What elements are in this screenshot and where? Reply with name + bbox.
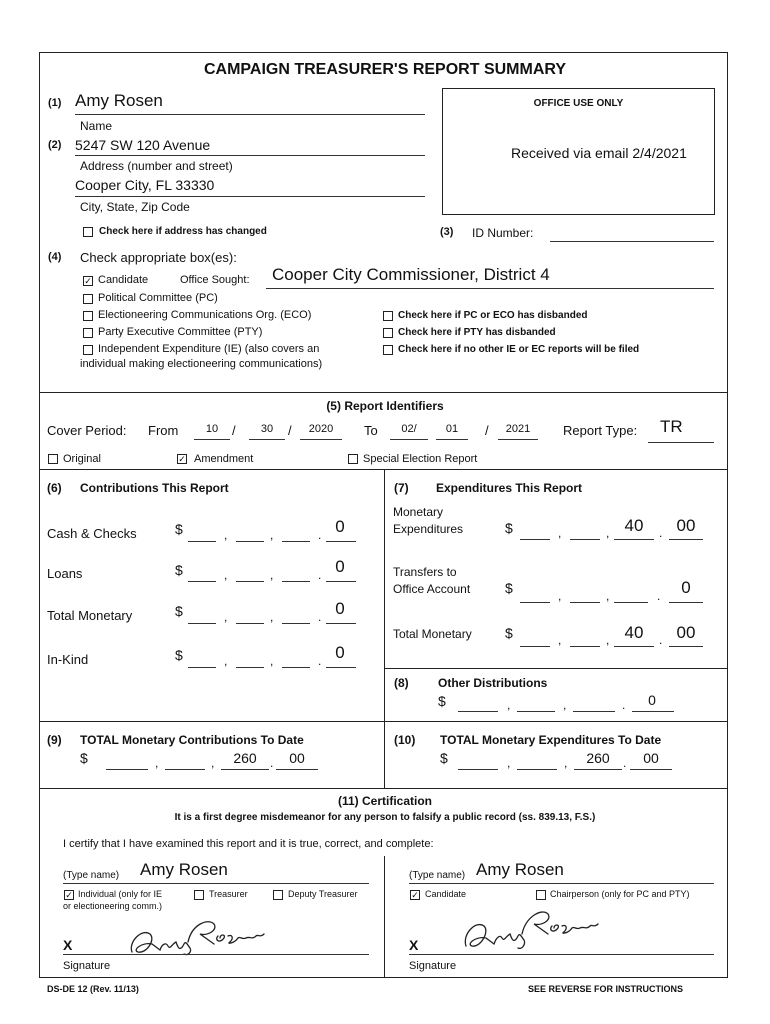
from-label: From bbox=[148, 423, 179, 438]
total-exp-field-1 bbox=[520, 646, 550, 647]
divider-signatures bbox=[384, 856, 385, 978]
to-slash: / bbox=[485, 423, 489, 438]
in-kind-label: In-Kind bbox=[47, 652, 89, 667]
total-expenditures-cents[interactable]: 00 bbox=[643, 750, 659, 766]
total-expend-comma-2: , bbox=[564, 756, 568, 770]
cash-field-2 bbox=[236, 541, 264, 542]
certification-warning: It is a first degree misdemeanor for any person to falsify a public record (ss. 839.13, F.S.) bbox=[174, 812, 596, 823]
other-dist-period: . bbox=[622, 698, 626, 712]
treasurer-checkbox[interactable] bbox=[194, 890, 204, 900]
address-changed-checkbox[interactable] bbox=[83, 227, 93, 237]
monetary-exp-field-1 bbox=[520, 539, 550, 540]
address-label: Address (number and street) bbox=[80, 159, 233, 173]
treasurer-label: Treasurer bbox=[209, 889, 248, 899]
original-checkbox[interactable] bbox=[48, 454, 58, 464]
deputy-treasurer-label: Deputy Treasurer bbox=[288, 889, 358, 899]
divider-section5 bbox=[39, 392, 728, 393]
from-year-underline bbox=[300, 439, 342, 440]
total-contrib-comma-2: , bbox=[211, 756, 215, 770]
total-exp-cents-field bbox=[669, 646, 703, 647]
to-month[interactable]: 02/ bbox=[401, 423, 417, 435]
ie-checkbox[interactable] bbox=[83, 345, 93, 355]
total-monetary-value[interactable]: 0 bbox=[335, 599, 345, 618]
name-value[interactable]: Amy Rosen bbox=[75, 91, 163, 110]
total-exp-comma-2: , bbox=[606, 633, 610, 647]
city-value[interactable]: Cooper City, FL 33330 bbox=[75, 177, 215, 193]
total-exp-dollars[interactable]: 40 bbox=[624, 623, 644, 642]
total-cents-field bbox=[326, 623, 356, 624]
total-contrib-cents-field bbox=[276, 769, 318, 770]
total-field-3 bbox=[282, 623, 310, 624]
other-dist-field-2 bbox=[517, 711, 555, 712]
transfers-field-3 bbox=[614, 602, 648, 603]
monetary-exp-label-1: Monetary bbox=[393, 505, 444, 519]
address-changed-label: Check here if address has changed bbox=[99, 226, 267, 237]
from-slash-2: / bbox=[288, 423, 292, 438]
certification-title: (11) Certification bbox=[337, 794, 433, 808]
address-value[interactable]: 5247 SW 120 Avenue bbox=[75, 137, 211, 153]
cash-field-3 bbox=[282, 541, 310, 542]
amendment-checkbox[interactable]: ✓ bbox=[178, 454, 186, 464]
inkind-period: . bbox=[318, 654, 322, 668]
in-kind-value[interactable]: 0 bbox=[335, 643, 345, 662]
total-exp-cents[interactable]: 00 bbox=[676, 623, 696, 642]
ie-label-line1: Independent Expenditure (IE) (also covers an bbox=[98, 343, 320, 355]
cash-period: . bbox=[318, 528, 322, 542]
other-dist-dollar: $ bbox=[438, 693, 446, 709]
office-use-note: Received via email 2/4/2021 bbox=[511, 145, 687, 161]
candidate-label: Candidate bbox=[98, 274, 149, 286]
total-contributions-title: TOTAL Monetary Contributions To Date bbox=[80, 733, 304, 747]
total-monetary-label: Total Monetary bbox=[47, 608, 133, 623]
report-identifiers-title: (5) Report Identifiers bbox=[326, 399, 444, 413]
section-6-number: (6) bbox=[47, 481, 62, 495]
loans-value[interactable]: 0 bbox=[335, 557, 345, 576]
total-exp-comma-1: , bbox=[558, 633, 562, 647]
name-label: Name bbox=[80, 119, 113, 133]
loans-dollar: $ bbox=[175, 562, 183, 578]
divider-section11 bbox=[39, 788, 728, 789]
monetary-exp-dollar: $ bbox=[505, 520, 513, 536]
inkind-cents-field bbox=[326, 667, 356, 668]
section-8-number: (8) bbox=[394, 676, 409, 690]
to-day-underline bbox=[436, 439, 468, 440]
other-dist-comma-1: , bbox=[507, 698, 511, 712]
loans-field-2 bbox=[236, 581, 264, 582]
other-distributions-title: Other Distributions bbox=[438, 676, 548, 690]
report-type-value[interactable]: TR bbox=[660, 417, 683, 436]
cash-dollar: $ bbox=[175, 521, 183, 537]
special-election-label: Special Election Report bbox=[363, 453, 478, 465]
pty-disbanded-checkbox[interactable] bbox=[383, 328, 393, 338]
right-name-underline bbox=[409, 883, 714, 884]
divider-section8 bbox=[384, 668, 728, 669]
to-month-underline bbox=[390, 439, 428, 440]
total-expend-period: . bbox=[623, 756, 627, 770]
total-expenditures-dollars[interactable]: 260 bbox=[586, 750, 610, 766]
total-contrib-period: . bbox=[270, 756, 274, 770]
total-expend-field-3 bbox=[574, 769, 622, 770]
total-field-1 bbox=[188, 623, 216, 624]
eco-label: Electioneering Communications Org. (ECO) bbox=[98, 309, 312, 321]
pty-checkbox[interactable] bbox=[83, 328, 93, 338]
pc-label: Political Committee (PC) bbox=[98, 292, 218, 304]
total-period: . bbox=[318, 610, 322, 624]
total-comma-1: , bbox=[224, 610, 228, 624]
from-month[interactable]: 10 bbox=[205, 423, 219, 435]
from-day-underline bbox=[249, 439, 285, 440]
other-dist-field-3 bbox=[573, 711, 615, 712]
right-typed-name[interactable]: Amy Rosen bbox=[476, 860, 564, 879]
transfers-label-2: Office Account bbox=[393, 582, 471, 596]
cash-comma-1: , bbox=[224, 528, 228, 542]
inkind-comma-1: , bbox=[224, 654, 228, 668]
right-signature-line bbox=[409, 954, 714, 955]
cash-comma-2: , bbox=[270, 528, 274, 542]
total-expend-dollar: $ bbox=[440, 750, 448, 766]
other-distributions-value[interactable]: 0 bbox=[648, 692, 656, 708]
pty-disbanded-label: Check here if PTY has disbanded bbox=[398, 327, 556, 338]
to-label: To bbox=[364, 423, 378, 438]
monetary-exp-field-2 bbox=[570, 539, 600, 540]
other-dist-field-1 bbox=[458, 711, 498, 712]
city-underline bbox=[75, 196, 425, 197]
no-other-reports-checkbox[interactable] bbox=[383, 345, 393, 355]
left-typed-name[interactable]: Amy Rosen bbox=[140, 860, 228, 879]
transfers-dollar: $ bbox=[505, 580, 513, 596]
address-underline bbox=[75, 155, 425, 156]
total-contrib-field-1 bbox=[106, 769, 148, 770]
name-underline bbox=[75, 114, 425, 115]
to-year-underline bbox=[498, 439, 538, 440]
ie-label-line2: individual making electioneering communications) bbox=[80, 358, 323, 370]
candidate-checkbox[interactable]: ✓ bbox=[84, 276, 92, 286]
individual-checkbox[interactable]: ✓ bbox=[65, 890, 73, 900]
to-day[interactable]: 01 bbox=[445, 423, 459, 435]
total-exp-field-3 bbox=[614, 646, 654, 647]
section-2-number: (2) bbox=[48, 139, 62, 151]
individual-label-line2: or electioneering comm.) bbox=[63, 901, 163, 911]
eco-checkbox[interactable] bbox=[83, 311, 93, 321]
total-expenditures-label: Total Monetary bbox=[393, 627, 472, 641]
other-dist-comma-2: , bbox=[563, 698, 567, 712]
transfers-field-2 bbox=[570, 602, 600, 603]
transfers-label-1: Transfers to bbox=[393, 565, 457, 579]
inkind-comma-2: , bbox=[270, 654, 274, 668]
original-label: Original bbox=[63, 453, 101, 465]
right-x-mark: X bbox=[409, 937, 419, 953]
from-year[interactable]: 2020 bbox=[308, 423, 334, 435]
right-type-name-label: (Type name) bbox=[409, 870, 466, 881]
from-slash-1: / bbox=[232, 423, 236, 438]
transfers-period: . bbox=[657, 589, 661, 603]
section-10-number: (10) bbox=[394, 733, 416, 747]
total-expend-comma-1: , bbox=[507, 756, 511, 770]
amendment-label: Amendment bbox=[194, 453, 254, 465]
left-signature-label: Signature bbox=[63, 960, 111, 972]
transfers-comma-2: , bbox=[606, 589, 610, 603]
no-other-reports-label: Check here if no other IE or EC reports will be filed bbox=[398, 344, 640, 355]
individual-label-line1: Individual (only for IE bbox=[78, 889, 163, 899]
id-number-label: ID Number: bbox=[472, 226, 534, 240]
pty-label: Party Executive Committee (PTY) bbox=[98, 326, 263, 338]
left-x-mark: X bbox=[63, 937, 73, 953]
monetary-exp-dollars[interactable]: 40 bbox=[624, 516, 644, 535]
candidate-sign-label: Candidate bbox=[425, 889, 467, 899]
deputy-treasurer-checkbox[interactable] bbox=[273, 890, 283, 900]
total-comma-2: , bbox=[270, 610, 274, 624]
left-name-underline bbox=[63, 883, 369, 884]
inkind-field-2 bbox=[236, 667, 264, 668]
section-1-number: (1) bbox=[48, 97, 62, 109]
left-type-name-label: (Type name) bbox=[63, 870, 120, 881]
transfers-value[interactable]: 0 bbox=[681, 578, 691, 597]
total-dollar: $ bbox=[175, 603, 183, 619]
section-9-number: (9) bbox=[47, 733, 62, 747]
city-label: City, State, Zip Code bbox=[80, 200, 190, 214]
total-expend-cents-field bbox=[630, 769, 672, 770]
cash-field-1 bbox=[188, 541, 216, 542]
divider-middle-totals bbox=[384, 721, 385, 788]
expenditures-title: Expenditures This Report bbox=[436, 481, 583, 495]
pc-eco-disbanded-label: Check here if PC or ECO has disbanded bbox=[398, 310, 588, 321]
total-expenditures-title: TOTAL Monetary Expenditures To Date bbox=[440, 733, 662, 747]
loans-comma-2: , bbox=[270, 568, 274, 582]
monetary-exp-field-3 bbox=[614, 539, 654, 540]
form-number: DS-DE 12 (Rev. 11/13) bbox=[47, 984, 139, 994]
loans-cents-field bbox=[326, 581, 356, 582]
right-signature-image bbox=[456, 904, 606, 952]
section-4-number: (4) bbox=[48, 251, 62, 263]
office-sought-underline bbox=[266, 288, 714, 289]
id-number-underline bbox=[550, 241, 714, 242]
total-expend-field-2 bbox=[517, 769, 557, 770]
total-exp-dollar: $ bbox=[505, 625, 513, 641]
monetary-exp-cents[interactable]: 00 bbox=[676, 516, 696, 535]
cover-period-label: Cover Period: bbox=[47, 423, 127, 438]
loans-field-3 bbox=[282, 581, 310, 582]
total-contributions-cents[interactable]: 00 bbox=[289, 750, 305, 766]
report-type-label: Report Type: bbox=[563, 423, 638, 438]
chairperson-label: Chairperson (only for PC and PTY) bbox=[550, 889, 690, 899]
total-contrib-comma-1: , bbox=[155, 756, 159, 770]
inkind-field-1 bbox=[188, 667, 216, 668]
monetary-exp-cents-field bbox=[669, 539, 703, 540]
monetary-exp-label-2: Expenditures bbox=[393, 522, 464, 536]
certify-statement: I certify that I have examined this report and it is true, correct, and complete: bbox=[63, 838, 434, 850]
total-expend-field-1 bbox=[458, 769, 498, 770]
form-title: CAMPAIGN TREASURER'S REPORT SUMMARY bbox=[203, 61, 567, 78]
left-signature-image bbox=[122, 914, 272, 958]
inkind-dollar: $ bbox=[175, 647, 183, 663]
from-day[interactable]: 30 bbox=[260, 423, 274, 435]
total-contributions-dollars[interactable]: 260 bbox=[233, 750, 257, 766]
to-year[interactable]: 2021 bbox=[505, 423, 531, 435]
monetary-exp-comma-1: , bbox=[558, 526, 562, 540]
cash-cents-field bbox=[326, 541, 356, 542]
check-boxes-prompt: Check appropriate box(es): bbox=[80, 250, 237, 265]
total-exp-field-2 bbox=[570, 646, 600, 647]
office-sought-label: Office Sought: bbox=[180, 274, 250, 286]
total-contrib-field-3 bbox=[221, 769, 269, 770]
monetary-exp-period: . bbox=[659, 526, 663, 540]
other-dist-cents-field bbox=[632, 711, 674, 712]
monetary-exp-comma-2: , bbox=[606, 526, 610, 540]
transfers-comma-1: , bbox=[558, 589, 562, 603]
total-contrib-dollar: $ bbox=[80, 750, 88, 766]
inkind-field-3 bbox=[282, 667, 310, 668]
pc-eco-disbanded-checkbox[interactable] bbox=[383, 311, 393, 321]
cash-value[interactable]: 0 bbox=[335, 517, 345, 536]
transfers-cents-field bbox=[669, 602, 703, 603]
pc-checkbox[interactable] bbox=[83, 294, 93, 304]
cash-checks-label: Cash & Checks bbox=[47, 526, 137, 541]
contributions-title: Contributions This Report bbox=[80, 481, 229, 495]
total-exp-period: . bbox=[659, 633, 663, 647]
office-sought-value[interactable]: Cooper City Commissioner, District 4 bbox=[272, 265, 550, 284]
office-use-title: OFFICE USE ONLY bbox=[533, 98, 624, 109]
transfers-field-1 bbox=[520, 602, 550, 603]
loans-field-1 bbox=[188, 581, 216, 582]
reverse-instructions: SEE REVERSE FOR INSTRUCTIONS bbox=[528, 984, 684, 994]
left-signature-line bbox=[63, 954, 369, 955]
chairperson-checkbox[interactable] bbox=[536, 890, 546, 900]
section-3-number: (3) bbox=[440, 226, 454, 238]
section-7-number: (7) bbox=[394, 481, 409, 495]
loans-comma-1: , bbox=[224, 568, 228, 582]
divider-middle-upper bbox=[384, 469, 385, 721]
total-contrib-field-2 bbox=[165, 769, 205, 770]
report-type-underline bbox=[648, 442, 714, 443]
special-election-checkbox[interactable] bbox=[348, 454, 358, 464]
right-signature-label: Signature bbox=[409, 960, 457, 972]
loans-period: . bbox=[318, 568, 322, 582]
total-field-2 bbox=[236, 623, 264, 624]
from-month-underline bbox=[194, 439, 230, 440]
loans-label: Loans bbox=[47, 566, 83, 581]
candidate-sign-checkbox[interactable]: ✓ bbox=[411, 890, 419, 900]
